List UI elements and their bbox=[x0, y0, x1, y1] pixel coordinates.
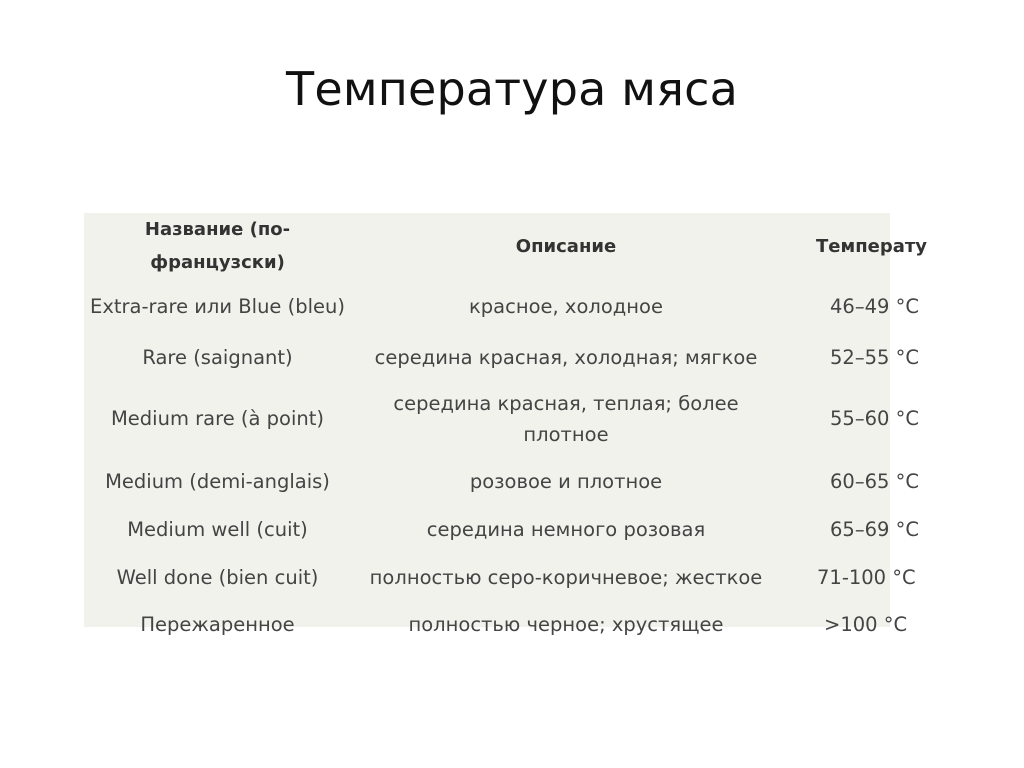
table-row bbox=[84, 381, 924, 456]
cell-name: Rare (saignant) bbox=[142, 345, 293, 369]
table-row bbox=[84, 601, 924, 647]
header-description: Описание bbox=[515, 235, 617, 257]
slide-title: Температура мяса bbox=[286, 62, 738, 116]
cell-description: розовое и плотное bbox=[469, 469, 663, 493]
cell-name: Well done (bien cuit) bbox=[116, 565, 319, 589]
cell-description: полностью серо-коричневое; жесткое bbox=[369, 565, 763, 589]
cell-name: Medium (demi-anglais) bbox=[105, 469, 330, 493]
header-name: Название (по-французски) bbox=[144, 219, 291, 273]
cell-description: красное, холодное bbox=[469, 294, 663, 318]
cell-temperature: 65–69 °С bbox=[830, 518, 919, 541]
cell-name: Medium well (cuit) bbox=[127, 518, 308, 541]
cell-name: Extra-rare или Blue (bleu) bbox=[90, 294, 345, 318]
table-row bbox=[84, 333, 924, 381]
cell-name: Medium rare (à point) bbox=[110, 407, 324, 430]
cell-temperature: 55–60 °С bbox=[830, 407, 919, 430]
cell-description bbox=[351, 381, 781, 456]
cell-description: полностью черное; хрустящее bbox=[408, 612, 724, 636]
table-row bbox=[84, 553, 924, 601]
table-row bbox=[84, 456, 924, 506]
table-row bbox=[84, 506, 924, 553]
cell-temperature: 52–55 °С bbox=[830, 345, 919, 369]
cell-temperature: 46–49 °С bbox=[830, 294, 919, 318]
table-row bbox=[84, 279, 924, 333]
cell-description-text: середина красная, теплая; более плотное bbox=[393, 391, 739, 446]
cell-description: середина красная, холодная; мягкое bbox=[374, 345, 758, 369]
cell-temperature: 71-100 °С bbox=[817, 565, 916, 589]
cell-name: Пережаренное bbox=[140, 612, 295, 636]
meat-temperature-table-image bbox=[84, 213, 928, 636]
cell-temperature: 60–65 °С bbox=[830, 469, 919, 493]
header-temperature: Температу bbox=[816, 235, 928, 257]
meat-temperature-table bbox=[84, 213, 928, 647]
cell-temperature: >100 °С bbox=[824, 612, 908, 636]
cell-description: середина немного розовая bbox=[426, 518, 706, 541]
table-header-row bbox=[84, 213, 924, 279]
